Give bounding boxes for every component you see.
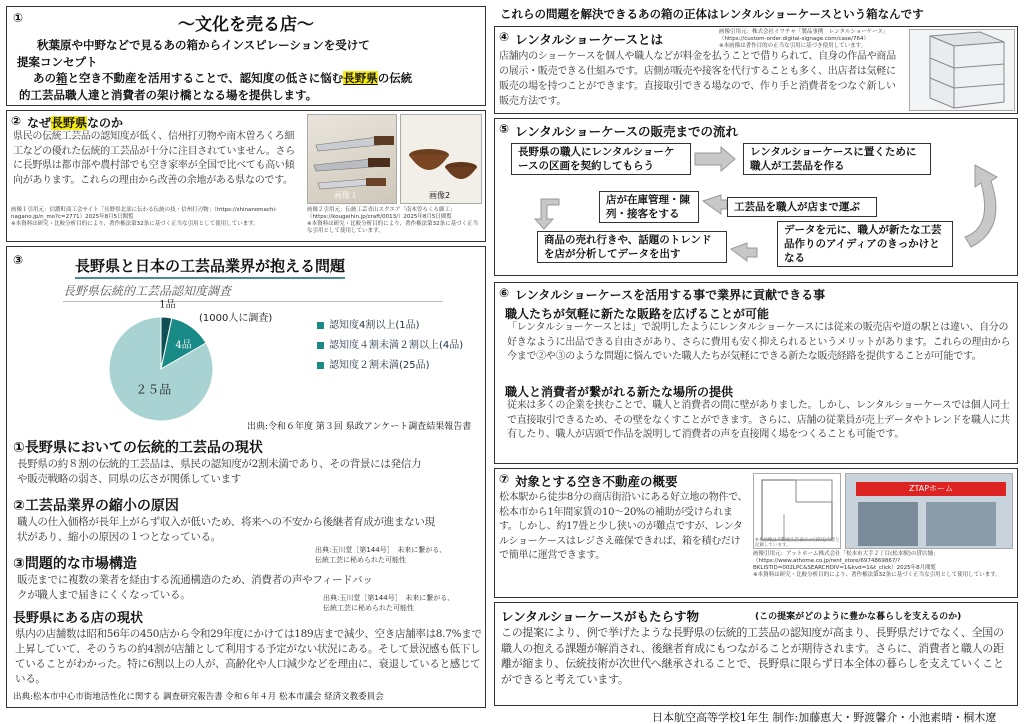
- section-heading: ②工芸品業界の縮小の原因: [13, 498, 179, 514]
- image-citation-1: [11, 207, 303, 228]
- panel-number: ②: [11, 114, 22, 128]
- section-heading: ③問題的な市場構造: [13, 556, 137, 572]
- citation-text: 画像１引用元：信濃町商工会サイト「長野県北部に伝わる伝統の技・信州打刃物」（https://shinanomachi-nagano.jp/n_mo?c=2771）2025年8月5日閲覧: [11, 207, 277, 220]
- showcase-image: [909, 29, 1015, 111]
- section-body: 県民の伝統工芸品の認知度が低く、信州打刃物や南木曽ろくろ細工などの優れた伝統的工芸品が十分に注目されていません。さらに長野県は都市部や農村部でも空き家率が全国で比べても高い傾向があります。これらの理由から改善の余地がある県なのです。: [13, 131, 295, 186]
- flow-step-4: 店が在庫管理・陳列・接客をする: [599, 191, 699, 223]
- section-title: レンタルショーケースがもたらす物: [501, 609, 700, 624]
- citation-text: 画像２引用元：伝統工芸青山スクエア「南木曽ろくろ細工」（https://kougeihin.jp/craft/0013/）2025年8月5日閲覧: [307, 207, 456, 220]
- panel-2-why-nagano: [6, 110, 486, 242]
- section-body: 販売までに複数の業者を経由する流通構造のため、消費者の声やフィードバックが職人まで届きにくくなっている。: [17, 574, 373, 601]
- bowls-image: [400, 114, 482, 204]
- flow-step-3: 工芸品を職人が店まで運ぶ: [727, 197, 877, 217]
- section-body: 従来は多くの企業を挟むことで、職人と消費者の間に壁がありました。しかし、レンタルショーケースでは個人同士で直接取引できるため、その壁をなくすことができます。さらに、店舗の従業員が売上データやトレンドを職人に共有したり、職人が店頭で作品を説明して消費者の声を直接聞く場をつくることも可能です。: [507, 400, 1010, 440]
- section-body: 職人の仕入価格が長年上がらず収入が低いため、将来への不安から後継者育成が進まない現状があり、縮小の原因の１つとなっている。: [17, 516, 435, 543]
- image-label: 画像2: [429, 191, 451, 200]
- source-note: 出典:松本市中心市街地活性化に関する 調査研究報告書 令和６年４月 松本市議会 経済文教委員会: [13, 692, 384, 702]
- storefront-window: [926, 502, 996, 546]
- section-body: この提案により、例で挙げたような長野県の伝統的工芸品の認知度が高まり、長野県だけでなく、全国の職人の抱える課題が解消され、後継者育成にもつながることが期待されます。さらに、消費者と職人の距離が縮まり、伝統技術が次世代へ継承されることで、長野県に限らず日本全体の暮らしを支えていくことができると考えています。: [501, 626, 1004, 686]
- legend-item: [317, 319, 477, 333]
- citation-note: ※本資料は研究・比較分析目的により、著作権法第32条に基づく正当な引用として使用しています。: [307, 221, 479, 234]
- showcase-icon: [910, 30, 1016, 112]
- image-citation: [719, 29, 909, 50]
- knives-image: [307, 114, 397, 204]
- source-note: [323, 593, 454, 613]
- source-line: 出典:玉川堂［第144号］ 未来に繋がる、: [323, 594, 455, 602]
- survey-note: (1000人に調査): [199, 313, 273, 324]
- legend-item: [317, 339, 477, 353]
- storefront-sign: ZTAPホーム: [856, 482, 1006, 496]
- flow-step-6: データを元に、職人が新たな工芸品作りのアイディアのきっかけとなる: [777, 221, 953, 267]
- chart-title: 長野県伝統的工芸品認知度調査: [63, 282, 443, 302]
- chart-source: 出典:令和６年度 第３回 県政アンケート調査結果報告書: [247, 422, 472, 432]
- title-part: なのか: [87, 116, 124, 130]
- pie-slice-label: 4品: [175, 339, 192, 351]
- panel-6-contribution: [494, 282, 1018, 464]
- panel-number: ⑥: [499, 286, 510, 300]
- floor-plan-image: [753, 473, 841, 549]
- image-citation: [753, 551, 1015, 579]
- section-body: 松本駅から徒歩8分の商店街沿いにある好立地の物件で、松本市から1年間家賃の10～20%の補助が受けられます。しかし、約17畳と少し狭いのが難点ですが、レンタルショーケースはレジさえ確保できれば、箱を積むだけで簡単に運営できます。: [499, 492, 748, 561]
- source-line: 出典:玉川堂［第144号］ 未来に繋がる、: [315, 546, 447, 554]
- image-citation-2: [307, 207, 483, 235]
- title-part: なぜ: [27, 116, 52, 130]
- section-body: 店舗内のショーケースを個人や職人などが料金を払うことで借りられて、自身の作品や商品の展示・販売できる仕組みです。店側が販売や接客を代行することも多く、出店者は気軽に販売の場を持つことができます。直接取引できる場なので、作り手と消費者をつなぐ新しい販売方法です。: [499, 51, 896, 107]
- legend-label: 認知度４割未満２割以上(4品): [329, 340, 464, 351]
- panel-3-problems: [6, 246, 486, 708]
- concept-line2: 的工芸品職人達と消費者の架け橋となる場を提供します。: [19, 88, 318, 102]
- pie-slice-label: ２５品: [135, 382, 172, 397]
- title-prefecture: 長野県: [51, 116, 88, 130]
- arrow-left-icon: [731, 243, 757, 261]
- section-title: レンタルショーケースを活用する事で業界に貢献できる事: [515, 288, 826, 302]
- panel-4-what-is: [494, 26, 1018, 114]
- flow-step-1: 長野県の職人にレンタルショーケースの区画を契約してもらう: [511, 143, 691, 175]
- storefront-window: [858, 502, 918, 546]
- concept-part: と空き不動産を活用することで、認知度の低さに悩む: [67, 71, 344, 85]
- citation-line: 画像引用元：株式会社イワチャ「製品事例 レンタルショーケース」: [719, 29, 889, 35]
- concept-part: の伝統: [377, 71, 413, 85]
- legend-swatch: [317, 362, 324, 369]
- panel-number: ①: [13, 11, 24, 25]
- panel-number: ③: [13, 253, 24, 267]
- arrow-down-icon: [535, 199, 559, 229]
- legend-swatch: [317, 322, 324, 329]
- concept-label: 提案コンセプト: [17, 55, 98, 69]
- citation-line: ※本画像は著作目的の正当な引用に基づき使用しています。: [719, 43, 867, 49]
- panel-number: ⑤: [499, 122, 510, 136]
- arrow-left-icon: [703, 195, 727, 214]
- subheading: 職人たちが気軽に新たな販路を広げることが可能: [505, 307, 770, 321]
- section-body: 「レンタルショーケースとは」で説明したようにレンタルショーケースには従来の販売店や道の駅とは違い、自分の好きなように出品できる自由さがあり、さらに費用も安く抑えられるというメリットがあります。これらの理由から今まで②や③のような問題に悩んでいた職人たちが気軽にできる新たな販売経路を提供することが可能です。: [507, 322, 1011, 362]
- page-title: ～文化を売る店～: [178, 15, 314, 35]
- source-line: 伝統工芸に秘められた可能性: [323, 604, 414, 612]
- panel-number: ⑦: [499, 472, 510, 486]
- arrow-right-icon: [695, 147, 735, 171]
- panel-7-property: [494, 468, 1018, 598]
- section-title: 長野県と日本の工芸品業界が抱える問題: [75, 255, 345, 279]
- concept-text: [33, 70, 483, 86]
- storefront-image: [845, 473, 1013, 549]
- chart-legend: [317, 319, 477, 379]
- subtitle: 秋葉原や中野などで見るあの箱からインスピレーションを受けて: [37, 38, 370, 52]
- right-column-header: これらの問題を解決できるあの箱の正体はレンタルショーケースという箱なんです: [500, 7, 924, 21]
- pie-slice-label: 1品: [159, 299, 176, 311]
- flow-step-5: 商品の売れ行きや、話題のトレンドを店が分析してデータを出す: [537, 231, 727, 263]
- section-body: 長野県の約８割の伝統的工芸品は、県民の認知度が2割未満であり、その背景には発信力や販売戦略の弱さ、同県の広さが関係しています: [17, 458, 422, 485]
- panel-8-benefits: [494, 602, 1018, 706]
- arrow-curve-icon: [965, 165, 997, 247]
- legend-item: [317, 359, 477, 373]
- section-title: レンタルショーケースとは: [515, 32, 664, 47]
- concept-part: あの: [33, 71, 56, 85]
- section-title: レンタルショーケースの販売までの流れ: [515, 124, 739, 139]
- section-title: [27, 114, 123, 131]
- legend-swatch: [317, 342, 324, 349]
- section-heading: ①長野県においての伝統的工芸品の現状: [13, 440, 263, 456]
- citation-line: （https://custom-order.digital-signage.com/case/764）: [719, 36, 870, 42]
- panel-1-concept: [6, 6, 486, 106]
- section-subtitle: (この提案がどのように豊かな暮らしを支えるのか): [755, 612, 962, 622]
- panel-5-flow: [494, 118, 1018, 276]
- flow-step-2: レンタルショーケースに置くために職人が工芸品を作る: [743, 143, 931, 175]
- legend-label: 認知度4割以上(1品): [329, 320, 420, 331]
- citation-note: ※本資料は研究・比較分析目的により、著作権法第32条に基づく正当な引用として使用しています。: [753, 572, 1001, 578]
- citation-note: ※本資料は研究・比較分析目的により、著作権法第32条に基づく正当な引用として使用しています。: [11, 221, 259, 227]
- section-body: 県内の店舗数は昭和56年の450店から令和29年度にかけては189店まで減少、空き店舗率は8.7%まで上昇していて、そのうちの約4割が店舗として利用する予定がない状況にある。そして景況感も低下していることがわかった。特に6割以上の人が、高齢化や人口減少などを理由に、衰退していると感じている。: [15, 628, 482, 685]
- concept-prefecture: 長野県: [343, 71, 378, 85]
- panel-number: ④: [499, 30, 510, 44]
- subheading: 職人と消費者が繋がれる新たな場所の提供: [505, 385, 734, 399]
- source-line: 伝統工芸に秘められた可能性: [315, 556, 406, 564]
- section-title: 対象とする空き不動産の概要: [515, 474, 678, 489]
- citation-text: 画像引用元：アットホーム株式会社「松本市大手２丁目(松本駅)の貸店舗」（https://www.athome.co.jp/rent_store/6974869867/?BKLISTID=002LPC&SEARCHDIV=1&kvd=1&t_click）2025年8月閲覧: [753, 551, 939, 571]
- floor-plan-note: ※本画像は不動産広告表示の目的を内容と記載しています。: [755, 538, 840, 548]
- image-label: 画像１: [334, 191, 358, 200]
- legend-label: 認知度２割未満(25品): [329, 360, 430, 371]
- footer-credits: 日本航空高等学校1年生 制作:加藤恵大・野渡馨介・小池素晴・桐木遼: [652, 711, 997, 724]
- source-note: [315, 545, 446, 565]
- concept-hako: 箱: [56, 71, 68, 85]
- section-heading: 長野県にある店の現状: [13, 611, 144, 626]
